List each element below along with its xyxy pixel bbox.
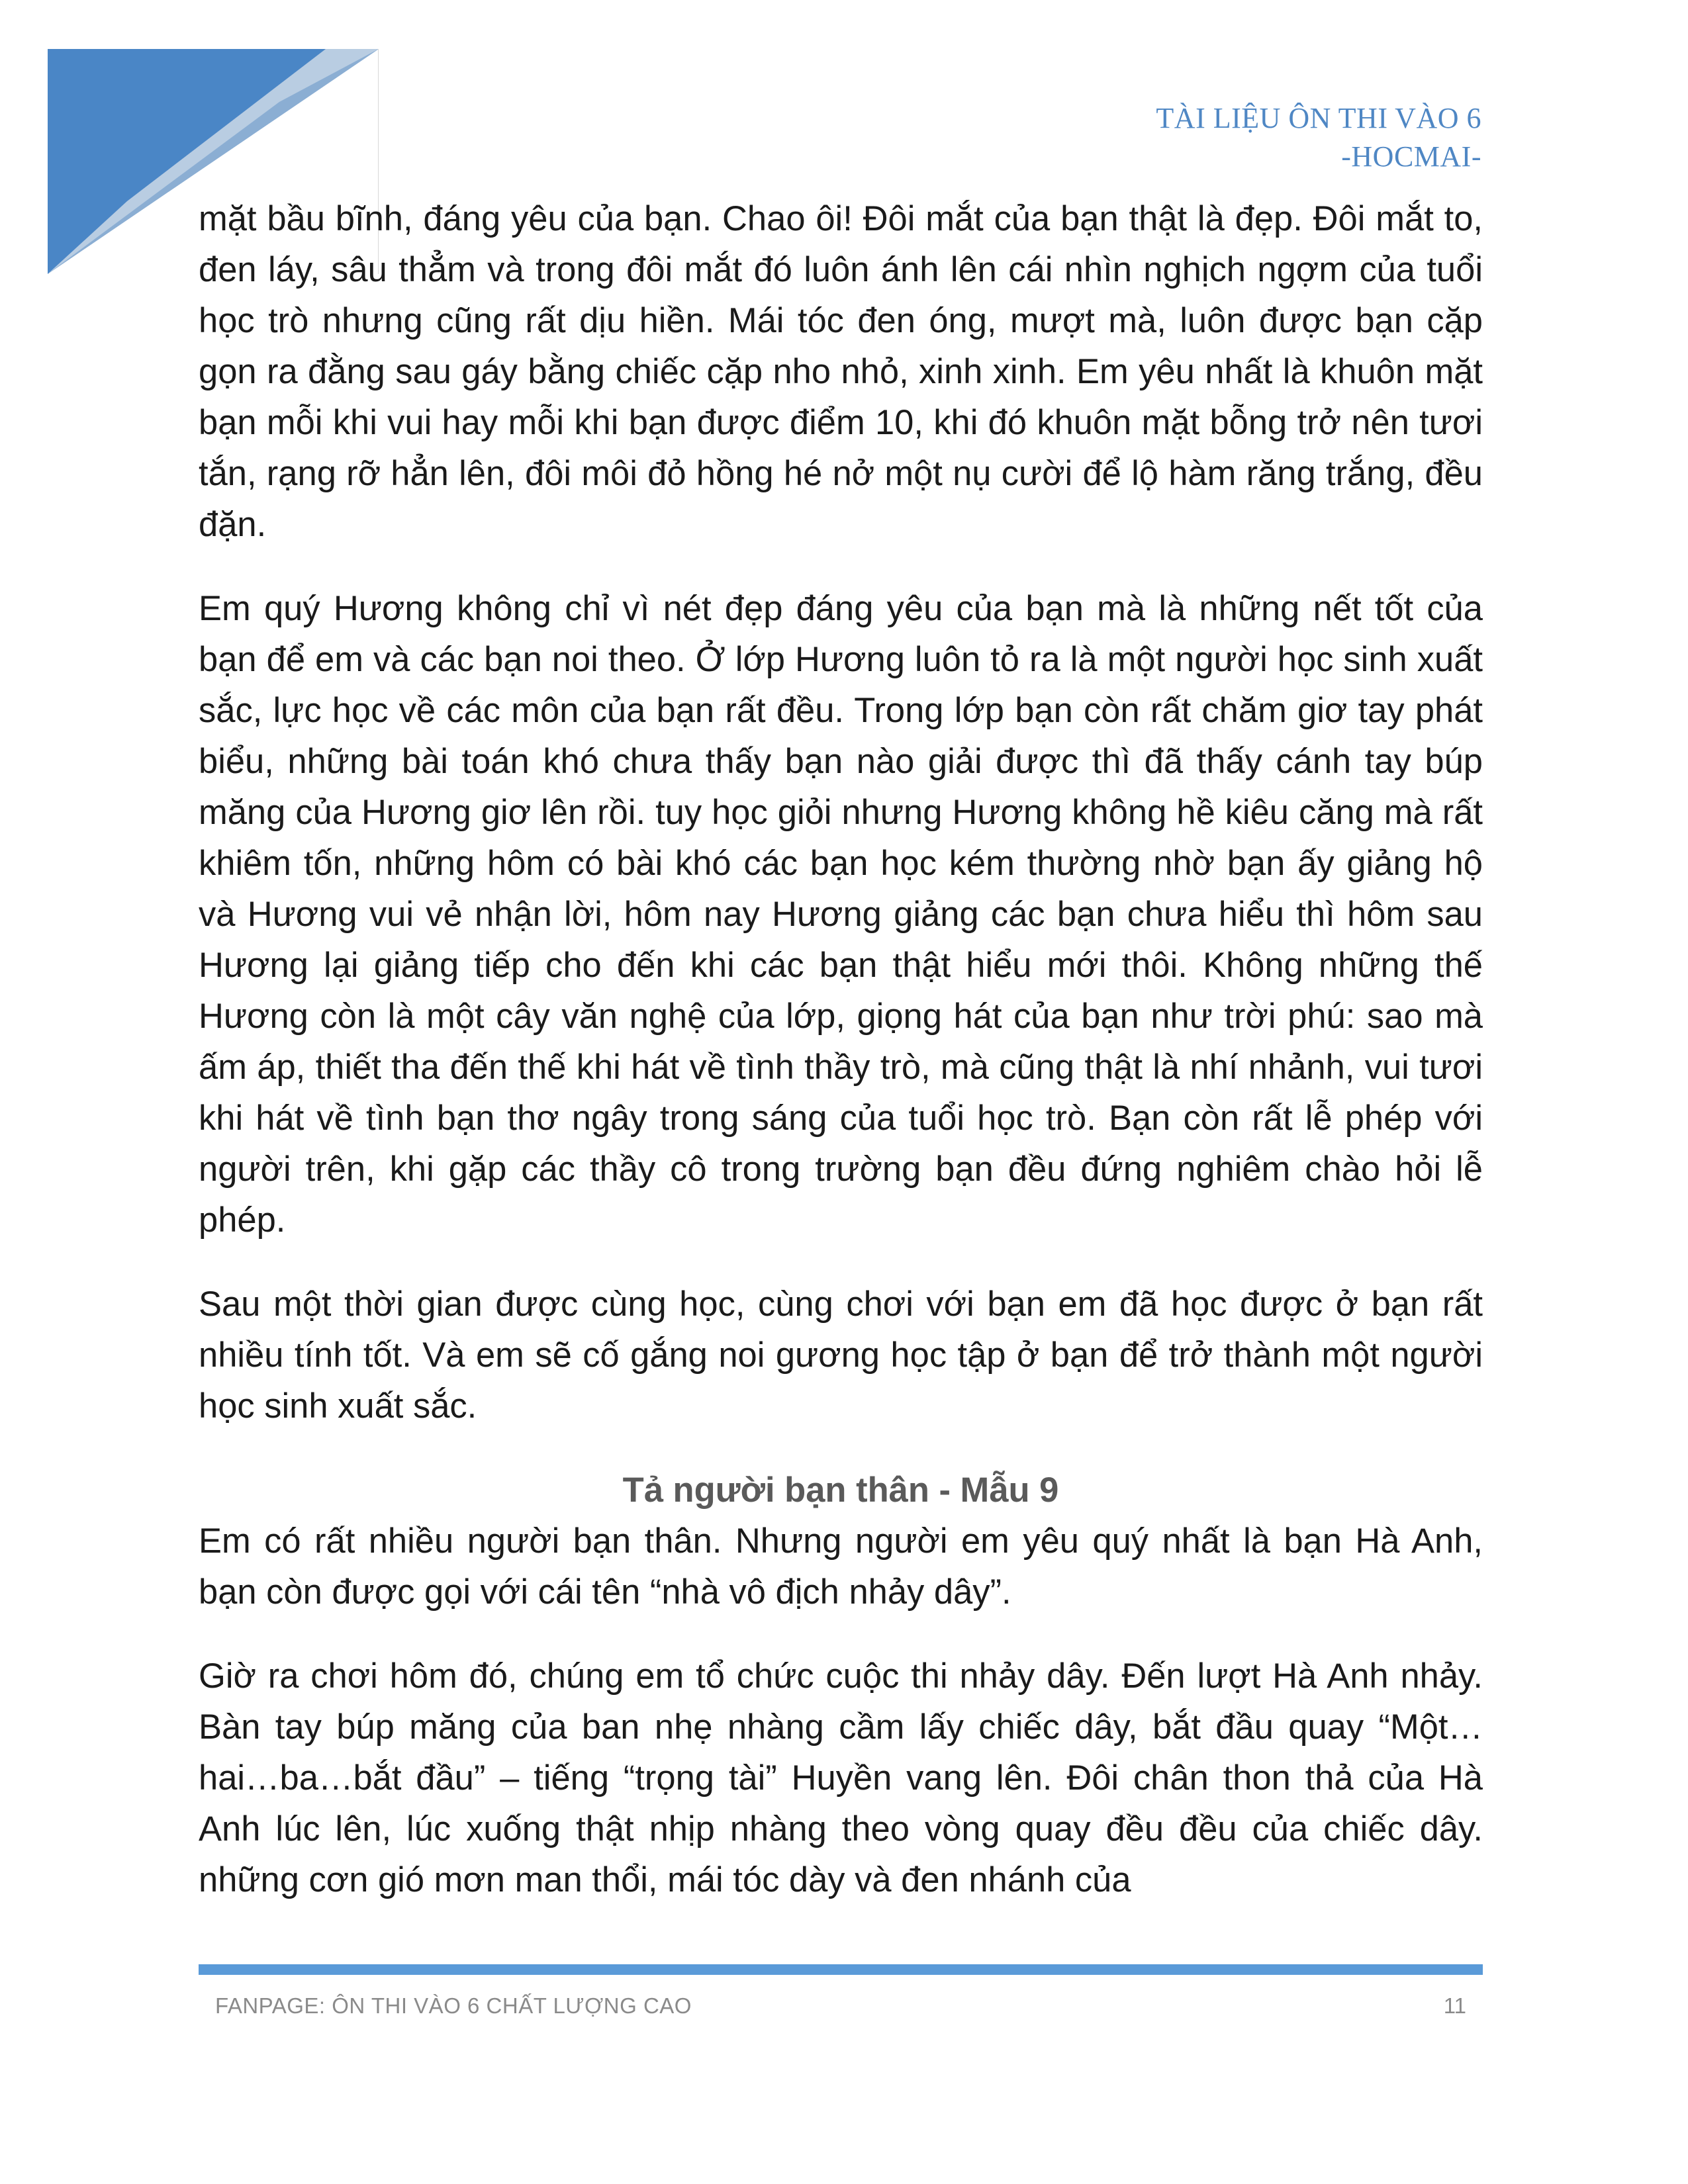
document-header	[1156, 99, 1481, 176]
page-number: 11	[1443, 1993, 1466, 2018]
footer-divider	[199, 1964, 1483, 1975]
section-heading: Tả người bạn thân - Mẫu 9	[622, 1471, 1059, 1510]
paragraph: Em có rất nhiều người bạn thân. Nhưng người em yêu quý nhất là bạn Hà Anh, bạn còn được gọi với cái tên “nhà vô địch nhảy dây”.	[199, 1522, 1483, 1612]
paragraph: Giờ ra chơi hôm đó, chúng em tổ chức cuộc thi nhảy dây. Đến lượt Hà Anh nhảy. Bàn tay búp măng của ban nhẹ nhàng cầm lấy chiếc dây, bắt đầu quay “Một…hai…ba…bắt đầu” – tiếng “trọng tài” Huyền vang lên. Đôi chân thon thả của Hà Anh lúc lên, lúc xuống thật nhịp nhàng theo vòng quay đều đều của chiếc dây. những cơn gió mơn man thổi, mái tóc dày và đen nhánh của	[199, 1657, 1483, 1899]
paragraph: mặt bầu bĩnh, đáng yêu của bạn. Chao ôi! Đôi mắt của bạn thật là đẹp. Đôi mắt to, đen láy, sâu thẳm và trong đôi mắt đó luôn ánh lên cái nhìn nghịch ngợm của tuổi học trò nhưng cũng rất dịu hiền. Mái tóc đen óng, mượt mà, luôn được bạn cặp gọn ra đằng sau gáy bằng chiếc cặp nho nhỏ, xinh xinh. Em yêu nhất là khuôn mặt bạn mỗi khi vui hay mỗi khi bạn được điểm 10, khi đó khuôn mặt bỗng trở nên tươi tắn, rạng rỡ hẳn lên, đôi môi đỏ hồng hé nở một nụ cười để lộ hàm răng trắng, đều đặn.	[199, 199, 1483, 544]
header-title: TÀI LIỆU ÔN THI VÀO 6	[1156, 102, 1481, 134]
paragraph: Em quý Hương không chỉ vì nét đẹp đáng yêu của bạn mà là những nết tốt của bạn để em và các bạn noi theo. Ở lớp Hương luôn tỏ ra là một người học sinh xuất sắc, lực học về các môn của bạn rất đều. Trong lớp bạn còn rất chăm giơ tay phát biểu, những bài toán khó chưa thấy bạn nào giải được thì đã thấy cánh tay búp măng của Hương giơ lên rồi. tuy học giỏi nhưng Hương không hề kiêu căng mà rất khiêm tốn, những hôm có bài khó các bạn học kém thường nhờ bạn ấy giảng hộ và Hương vui vẻ nhận lời, hôm nay Hương giảng các bạn chưa hiểu thì hôm sau Hương lại giảng tiếp cho đến khi các bạn thật hiểu mới thôi. Không những thế Hương còn là một cây văn nghệ của lớp, giọng hát của bạn như trời phú: sao mà ấm áp, thiết tha đến thế khi hát về tình thầy trò, mà cũng thật là nhí nhảnh, vui tươi khi hát về tình bạn thơ ngây trong sáng của tuổi học trò. Bạn còn rất lễ phép với người trên, khi gặp các thầy cô trong trường bạn đều đứng nghiêm chào hỏi lễ phép.	[199, 589, 1483, 1240]
document-body	[199, 193, 1483, 1905]
footer-text: FANPAGE: ÔN THI VÀO 6 CHẤT LƯỢNG CAO	[215, 1993, 692, 2018]
paragraph: Sau một thời gian được cùng học, cùng chơi với bạn em đã học được ở bạn rất nhiều tính tốt. Và em sẽ cố gắng noi gương học tập ở bạn để trở thành một người học sinh xuất sắc.	[199, 1285, 1483, 1426]
header-subtitle: -HOCMAI-	[1341, 140, 1481, 173]
